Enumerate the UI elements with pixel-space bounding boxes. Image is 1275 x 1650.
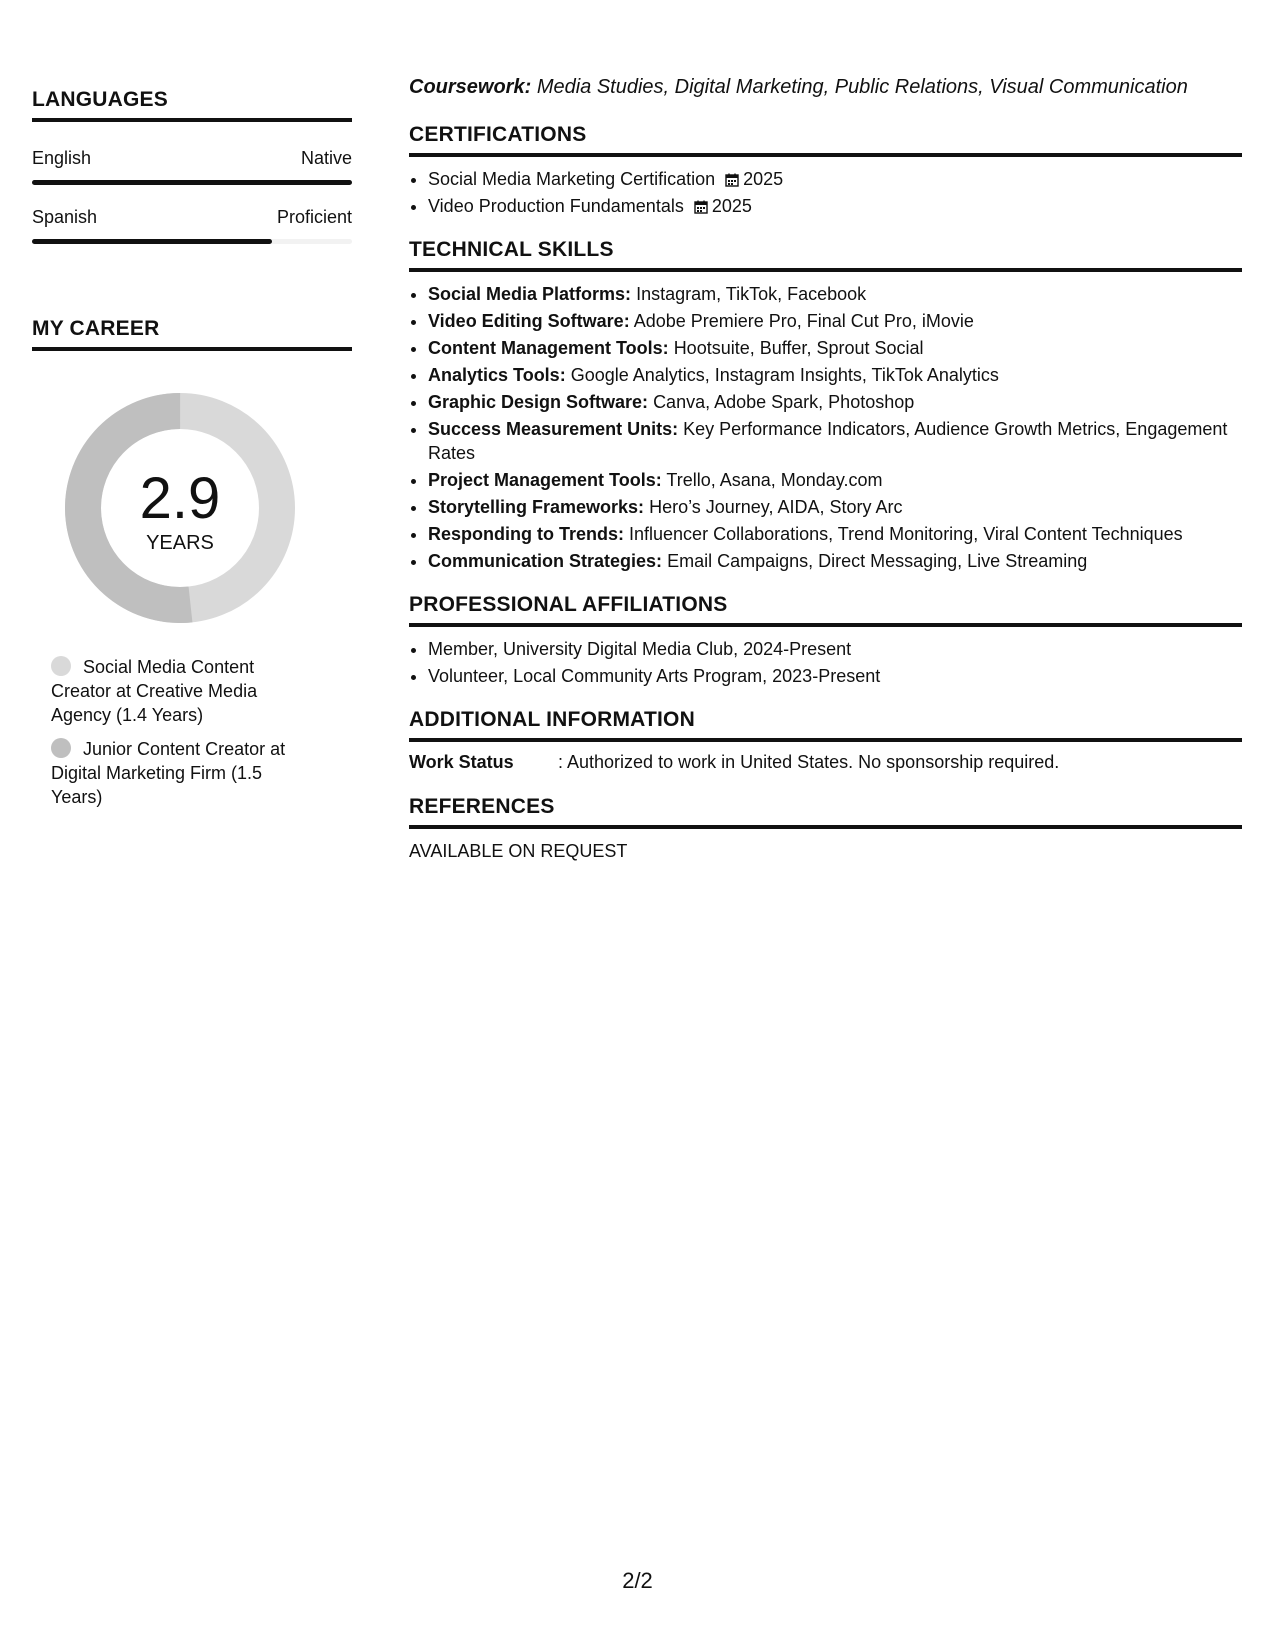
career-legend — [51, 655, 311, 809]
skill-label: Project Management Tools: — [428, 470, 662, 490]
skill-label: Storytelling Frameworks: — [428, 497, 645, 517]
language-bar — [32, 180, 352, 185]
legend-label: Junior Content Creator at Digital Marketing Firm (1.5 Years) — [51, 739, 286, 807]
certification-year: 2025 — [711, 196, 752, 216]
language-name: Spanish — [32, 207, 98, 227]
technical-skills-title: TECHNICAL SKILLS — [409, 238, 1242, 272]
certifications-list — [409, 167, 1242, 218]
certification-item — [428, 167, 1242, 191]
skill-text: Instagram, TikTok, Facebook — [636, 284, 867, 304]
legend-item — [51, 655, 311, 727]
skill-label: Graphic Design Software: — [428, 392, 649, 412]
skill-text: Canva, Adobe Spark, Photoshop — [653, 392, 915, 412]
additional-info-title: ADDITIONAL INFORMATION — [409, 708, 1242, 742]
affiliation-item: • Volunteer, Local Community Arts Program, 2023-Present — [428, 664, 1242, 688]
legend-dot — [51, 738, 71, 758]
skill-label: Social Media Platforms: — [428, 284, 632, 304]
language-level: Proficient — [276, 207, 352, 227]
skill-label: Content Management Tools: — [428, 338, 669, 358]
technical-skills-list — [409, 282, 1242, 573]
language-bar-fill — [32, 239, 272, 244]
left-column — [32, 88, 352, 819]
coursework-text: Media Studies, Digital Marketing, Public Relations, Visual Communication — [536, 76, 1188, 98]
skill-item — [428, 468, 1242, 492]
language-name: English — [32, 148, 92, 168]
skill-label: Responding to Trends: — [428, 524, 624, 544]
legend-label: Social Media Content Creator at Creative Media Agency (1.4 Years) — [51, 657, 258, 725]
career-total-years: 2.9 — [139, 465, 221, 531]
career-donut-chart — [65, 393, 295, 623]
language-entry — [32, 148, 352, 185]
legend-dot — [51, 656, 71, 676]
language-bar — [32, 239, 352, 244]
skill-label: Video Editing Software: — [428, 311, 630, 331]
skill-text: Google Analytics, Instagram Insights, TikTok Analytics — [570, 365, 999, 385]
page-number: 2/2 — [622, 1568, 653, 1593]
skill-label: Success Measurement Units: — [428, 419, 679, 439]
skill-text: Hootsuite, Buffer, Sprout Social — [673, 338, 924, 358]
affiliation-item: • Member, University Digital Media Club, 2024-Present — [428, 637, 1242, 661]
affiliations-list — [409, 637, 1242, 688]
skill-text: Hero’s Journey, AIDA, Story Arc — [649, 497, 903, 517]
references-title: REFERENCES — [409, 795, 1242, 829]
work-status-label: Work Status — [409, 752, 514, 772]
legend-item — [51, 737, 311, 809]
certification-name: Video Production Fundamentals — [428, 196, 684, 216]
skill-text: Trello, Asana, Monday.com — [666, 470, 883, 490]
skill-item — [428, 390, 1242, 414]
calendar-icon — [694, 200, 708, 214]
language-level: Native — [300, 148, 352, 168]
calendar-icon — [725, 173, 739, 187]
certifications-title: CERTIFICATIONS — [409, 123, 1242, 157]
career-unit: YEARS — [146, 531, 214, 554]
skill-text: Adobe Premiere Pro, Final Cut Pro, iMovie — [633, 311, 974, 331]
skill-text: Influencer Collaborations, Trend Monitoring, Viral Content Techniques — [629, 524, 1183, 544]
right-column — [409, 76, 1242, 862]
skill-label: Analytics Tools: — [428, 365, 566, 385]
skill-text: Key Performance Indicators, Audience Growth Metrics, Engagement Rates — [428, 419, 1228, 463]
skill-label: Communication Strategies: — [428, 551, 663, 571]
skill-item — [428, 522, 1242, 546]
work-status-row — [409, 752, 1242, 773]
skill-item — [428, 309, 1242, 333]
language-bar-fill — [32, 180, 352, 185]
skill-item — [428, 363, 1242, 387]
coursework — [409, 76, 1242, 99]
skill-text: Email Campaigns, Direct Messaging, Live Streaming — [667, 551, 1088, 571]
languages-title: LANGUAGES — [32, 88, 352, 122]
skill-item — [428, 282, 1242, 306]
language-entry — [32, 207, 352, 244]
skill-item — [428, 417, 1242, 465]
certification-year: 2025 — [743, 169, 784, 189]
certification-name: Social Media Marketing Certification — [428, 169, 716, 189]
skill-item — [428, 549, 1242, 573]
skill-item — [428, 495, 1242, 519]
affiliations-title: PROFESSIONAL AFFILIATIONS — [409, 593, 1242, 627]
skill-item — [428, 336, 1242, 360]
career-title: MY CAREER — [32, 317, 352, 351]
coursework-label: Coursework: — [409, 76, 532, 98]
certification-item — [428, 194, 1242, 218]
work-status-text: : Authorized to work in United States. No sponsorship required. — [558, 752, 1060, 772]
references-text: AVAILABLE ON REQUEST — [409, 841, 628, 861]
